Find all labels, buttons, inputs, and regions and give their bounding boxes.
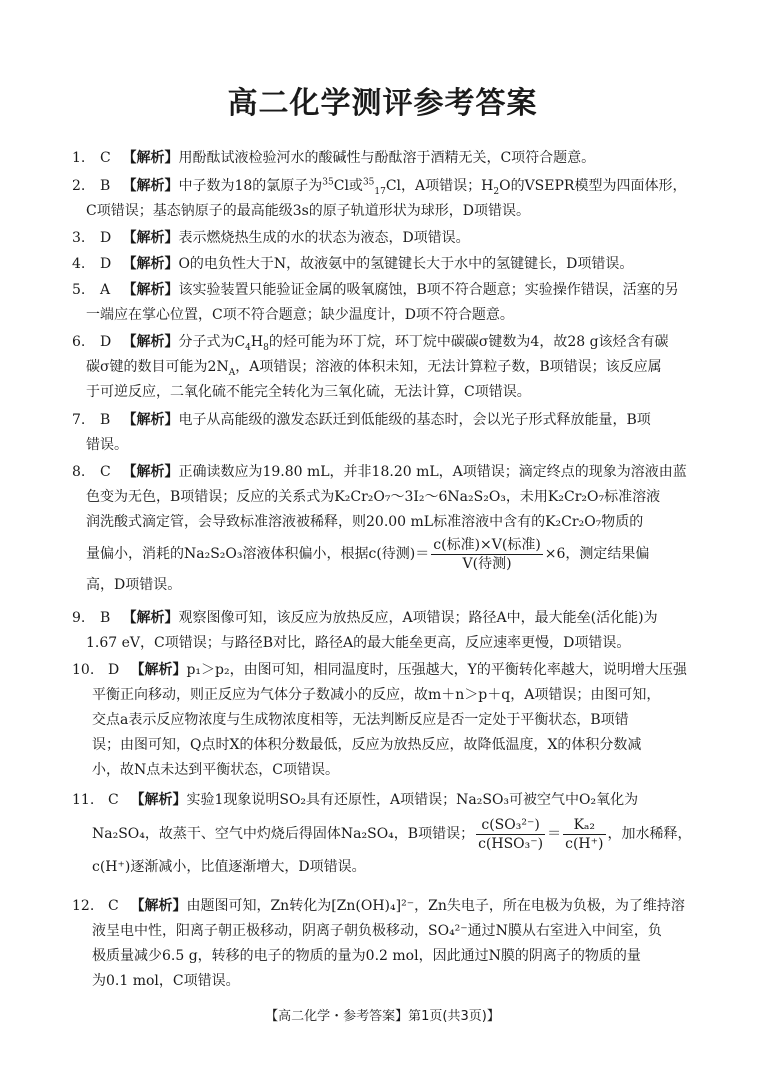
item-answer: C: [108, 792, 119, 808]
item-answer: D: [100, 230, 112, 246]
item-text-line: ，加水稀释，: [607, 826, 692, 842]
item-text: Cl或: [333, 178, 363, 194]
page-title: 高二化学测评参考答案: [227, 86, 538, 121]
item-answer: A: [100, 282, 111, 298]
answer-item-10: [72, 658, 694, 783]
subscript: A: [228, 367, 236, 378]
analysis-tag: 【解析】: [122, 464, 179, 480]
item-text: 该实验装置只能验证金属的吸氧腐蚀，B项不符合题意；实验操作错误，活塞的另: [178, 282, 679, 298]
item-number: 6.: [72, 334, 86, 350]
analysis-tag: 【解析】: [122, 230, 179, 246]
item-text-line: C项错误；基态钠原子的最高能级3s的原子轨道形状为球形，D项错误。: [86, 203, 531, 219]
fraction: [476, 816, 545, 853]
isotope-number: 17: [374, 186, 386, 197]
item-number: 12.: [72, 898, 95, 914]
answer-item-7: [72, 408, 694, 458]
analysis-tag: 【解析】: [130, 898, 187, 914]
item-answer: D: [100, 256, 112, 272]
item-number: 8.: [72, 464, 86, 480]
answer-item-8: [72, 460, 694, 598]
analysis-tag: 【解析】: [122, 412, 179, 428]
item-text-line: 高，D项错误。: [86, 577, 182, 593]
item-text-line: ×6，测定结果偏: [544, 546, 650, 562]
fraction: [563, 816, 605, 853]
item-number: 3.: [72, 230, 86, 246]
item-text-line: 量偏小，消耗的Na₂S₂O₃溶液体积偏小，根据c(待测)＝: [86, 546, 430, 562]
item-text-line: 一端应在掌心位置，C项不符合题意；缺少温度计，D项不符合题意。: [86, 307, 514, 323]
fraction-denominator: c(HSO₃⁻): [478, 835, 544, 852]
item-answer: C: [100, 464, 111, 480]
analysis-tag: 【解析】: [122, 150, 179, 166]
item-text: 的烃可能为环丁烷，环丁烷中碳碳σ键数为4，故28 g该烃含有碳: [268, 334, 669, 350]
item-answer: D: [100, 334, 112, 350]
item-text: H: [250, 334, 264, 350]
item-text: 由题图可知，Zn转化为[Zn(OH)₄]²⁻，Zn失电子，所在电极为负极，为了维持溶: [186, 898, 685, 914]
item-number: 1.: [72, 150, 86, 166]
item-text-line: c(H⁺)逐渐减小，比值逐渐增大，D项错误。: [92, 859, 366, 875]
item-text-line: 于可逆反应，二氧化硫不能完全转化为三氧化硫，无法计算，C项错误。: [86, 384, 531, 400]
equals-sign: ＝: [547, 826, 562, 842]
item-text: 观察图像可知，该反应为放热反应，A项错误；路径A中，最大能垒(活化能)为: [178, 610, 658, 626]
isotope-mass: 35: [362, 177, 375, 188]
item-text: O的VSEPR模型为四面体形，: [499, 178, 687, 194]
item-text: 正确读数应为19.80 mL，并非18.20 mL，A项错误；滴定终点的现象为溶液由蓝: [178, 464, 687, 480]
item-text-line: ，A项错误；溶液的体积未知，无法计算粒子数，B项错误；该反应属: [235, 359, 662, 375]
item-number: 5.: [72, 282, 86, 298]
item-answer: D: [108, 662, 120, 678]
answer-item-11: [72, 788, 694, 880]
item-text-line: 为0.1 mol，C项错误。: [92, 973, 240, 989]
fraction-denominator: c(H⁺): [565, 835, 604, 852]
fraction-denominator: V(待测): [462, 555, 512, 572]
fraction-numerator: c(SO₃²⁻): [476, 816, 545, 835]
answer-item-3: [72, 226, 694, 251]
subscript: 2: [493, 186, 500, 197]
item-text-line: 误；由图可知，Q点时X的体积分数最低，反应为放热反应，故降低温度，X的体积分数减: [92, 737, 642, 753]
item-text: 实验1现象说明SO₂具有还原性，A项错误；Na₂SO₃可被空气中O₂氧化为: [186, 792, 639, 808]
item-text-line: 极质量减少6.5 g，转移的电子的物质的量为0.2 mol，因此通过N膜的阴离子的物质的量: [92, 948, 641, 964]
analysis-tag: 【解析】: [130, 792, 187, 808]
answer-item-6: [72, 330, 694, 405]
item-text: 中子数为18的氯原子为: [178, 178, 323, 194]
answer-item-12: [72, 894, 694, 994]
item-text: 用酚酞试液检验河水的酸碱性与酚酞溶于酒精无关，C项符合题意。: [178, 150, 596, 166]
analysis-tag: 【解析】: [122, 282, 179, 298]
item-text: 分子式为C: [178, 334, 246, 350]
item-text-line: 交点a表示反应物浓度与生成物浓度相等，无法判断反应是否一定处于平衡状态，B项错: [92, 712, 629, 728]
analysis-tag: 【解析】: [122, 256, 179, 272]
fraction-numerator: Kₐ₂: [563, 816, 605, 835]
answer-item-1: [72, 146, 694, 171]
item-number: 10.: [72, 662, 95, 678]
fraction: [431, 536, 543, 573]
fraction-numerator: c(标准)×V(标准): [433, 536, 541, 553]
item-text-line: Na₂SO₄，故蒸干、空气中灼烧后得固体Na₂SO₄，B项错误；: [92, 826, 475, 842]
item-answer: C: [100, 150, 111, 166]
item-text-line: 1.67 eV，C项错误；与路径B对比，路径A的最大能垒更高，反应速率更慢，D项错误。: [86, 635, 631, 651]
item-text: 表示燃烧热生成的水的状态为液态，D项错误。: [178, 230, 470, 246]
item-number: 2.: [72, 178, 86, 194]
item-text-line: 液呈电中性，阳离子朝正极移动，阴离子朝负极移动，SO₄²⁻通过N膜从右室进入中间室，负: [92, 923, 662, 939]
subscript: 8: [263, 342, 269, 353]
item-number: 11.: [72, 792, 95, 808]
answer-item-2: [72, 174, 694, 224]
isotope-mass: 35: [322, 177, 334, 188]
analysis-tag: 【解析】: [122, 178, 179, 194]
item-text-line: 小，故N点未达到平衡状态，C项错误。: [92, 762, 339, 778]
item-text-line: 错误。: [86, 437, 128, 453]
analysis-tag: 【解析】: [122, 610, 179, 626]
item-answer: B: [100, 178, 111, 194]
analysis-tag: 【解析】: [130, 662, 187, 678]
item-text: O的电负性大于N，故液氨中的氢键键长大于水中的氢键键长，D项错误。: [178, 256, 634, 272]
item-text: p₁＞p₂，由图可知，相同温度时，压强越大，Y的平衡转化率越大，说明增大压强: [186, 662, 687, 678]
item-number: 9.: [72, 610, 86, 626]
item-text-line: 色变为无色，B项错误；反应的关系式为K₂Cr₂O₇～3I₂～6Na₂S₂O₃，未用K₂Cr₂O₇标准溶液: [86, 489, 661, 505]
answer-item-9: [72, 606, 694, 656]
item-answer: C: [108, 898, 119, 914]
item-answer: B: [100, 610, 111, 626]
item-number: 4.: [72, 256, 86, 272]
item-text: Cl，A项错误；H: [385, 178, 494, 194]
item-text-line: 碳σ键的数目可能为2N: [86, 359, 229, 375]
item-answer: B: [100, 412, 111, 428]
item-text-line: 润洗酸式滴定管，会导致标准溶液被稀释，则20.00 mL标准溶液中含有的K₂Cr₂O₇物质的: [86, 514, 644, 530]
subscript: 4: [245, 342, 251, 353]
answer-item-5: [72, 278, 694, 328]
analysis-tag: 【解析】: [122, 334, 179, 350]
item-number: 7.: [72, 412, 86, 428]
item-text: 电子从高能级的激发态跃迁到低能级的基态时，会以光子形式释放能量，B项: [178, 412, 651, 428]
item-text-line: 平衡正向移动，则正反应为气体分子数减小的反应，故m＋n＞p＋q，A项错误；由图可知，: [92, 687, 661, 703]
page-footer: 【高二化学・参考答案】第1页(共3页)】: [265, 1009, 500, 1024]
answer-item-4: [72, 252, 694, 277]
